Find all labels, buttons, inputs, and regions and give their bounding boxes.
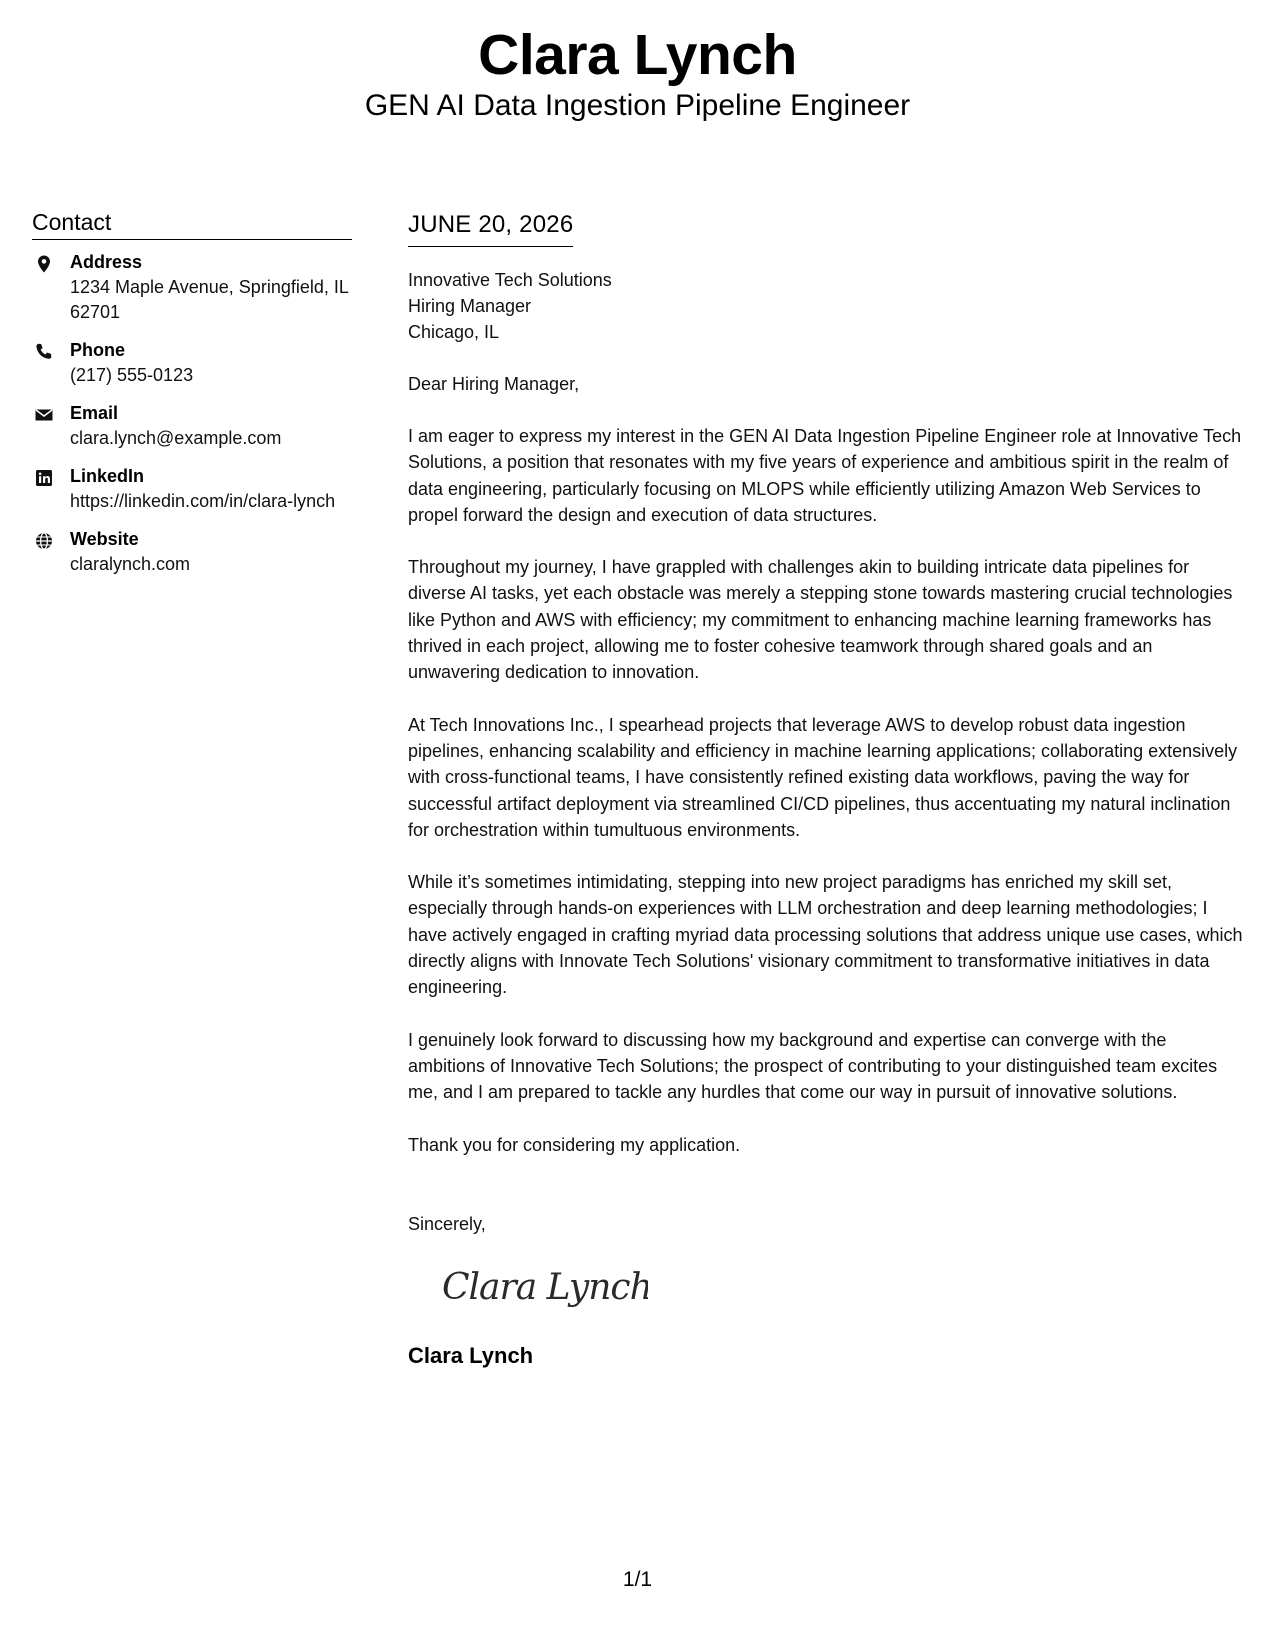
map-pin-icon	[34, 254, 54, 274]
recipient-block	[408, 267, 1243, 345]
phone-icon	[34, 342, 54, 362]
website-value[interactable]: claralynch.com	[70, 554, 191, 574]
letter-header	[0, 22, 1275, 124]
recipient-company: Innovative Tech Solutions	[408, 270, 612, 290]
job-title: GEN AI Data Ingestion Pipeline Engineer	[364, 89, 911, 122]
contact-sidebar	[32, 207, 352, 590]
contact-item-address	[32, 250, 352, 325]
body-paragraph: At Tech Innovations Inc., I spearhead projects that leverage AWS to develop robust data ingestion pipelines, enhancing scalability and efficiency in machine learning applications; collaborating extensively with cross-functional teams, I have consistently refined existing data workflows, paving the way for successful artifact deployment via streamlined CI/CD pipelines, thus accentuating my natural inclination for orchestration within tumultuous environments.	[408, 714, 1238, 840]
phone-label: Phone	[70, 340, 126, 360]
linkedin-label: LinkedIn	[70, 466, 145, 486]
body-paragraph: While it’s sometimes intimidating, stepping into new project paradigms has enriched my skill set, especially through hands-on experiences with LLM orchestration and deep learning methodologies; I have actively engaged in crafting myriad data processing solutions that address unique use cases, which directly aligns with Innovate Tech Solutions' visionary commitment to transformative initiatives in data engineering.	[408, 872, 1243, 998]
contact-list	[32, 250, 352, 577]
body-paragraph: I genuinely look forward to discussing how my background and expertise can converge with the ambitions of Innovative Tech Solutions; the prospect of contributing to your distinguished team excites me, and I am prepared to tackle any hurdles that come our way in pursuit of innovative solutions.	[408, 1029, 1218, 1103]
globe-icon	[34, 531, 54, 551]
contact-item-website	[32, 527, 352, 577]
page-number: 1/1	[622, 1568, 653, 1591]
contact-item-phone	[32, 338, 352, 388]
svg-text:Clara Lynch: Clara Lynch	[442, 1266, 648, 1308]
email-value[interactable]: clara.lynch@example.com	[70, 428, 282, 448]
linkedin-icon	[34, 468, 54, 488]
recipient-role: Hiring Manager	[408, 296, 532, 316]
website-label: Website	[70, 529, 139, 549]
address-value: 1234 Maple Avenue, Springfield, IL 62701	[70, 277, 349, 322]
closing: Sincerely,	[408, 1213, 486, 1234]
signer-name: Clara Lynch	[408, 1342, 534, 1368]
salutation: Dear Hiring Manager,	[408, 374, 580, 394]
phone-value: (217) 555-0123	[70, 365, 194, 385]
contact-heading: Contact	[32, 207, 352, 240]
email-label: Email	[70, 403, 119, 423]
letter-body	[408, 210, 1243, 1370]
applicant-name: Clara Lynch	[478, 23, 797, 87]
linkedin-value[interactable]: https://linkedin.com/in/clara-lynch	[70, 491, 336, 511]
envelope-icon	[34, 405, 54, 425]
body-paragraph: I am eager to express my interest in the GEN AI Data Ingestion Pipeline Engineer role at Innovative Tech Solutions, a position that resonates with my five years of experience and ambitious spirit in the realm of data engineering, particularly focusing on MLOPS while efficiently utilizing Amazon Web Services to propel forward the design and execution of data structures.	[408, 426, 1242, 525]
recipient-location: Chicago, IL	[408, 322, 500, 342]
letter-date: JUNE 20, 2026	[408, 211, 574, 238]
contact-item-linkedin	[32, 464, 352, 514]
thank-you-line: Thank you for considering my application.	[408, 1134, 741, 1155]
body-paragraph: Throughout my journey, I have grappled with challenges akin to building intricate data pipelines for diverse AI tasks, yet each obstacle was merely a stepping stone towards mastering crucial technologies like Python and AWS with efficiency; my commitment to enhancing machine learning frameworks has thrived in each project, allowing me to foster cohesive teamwork through shared goals and an unwavering dedication to innovation.	[408, 557, 1233, 683]
contact-item-email	[32, 401, 352, 451]
date-block	[408, 210, 573, 247]
handwritten-signature	[438, 1259, 648, 1317]
address-label: Address	[70, 252, 143, 272]
